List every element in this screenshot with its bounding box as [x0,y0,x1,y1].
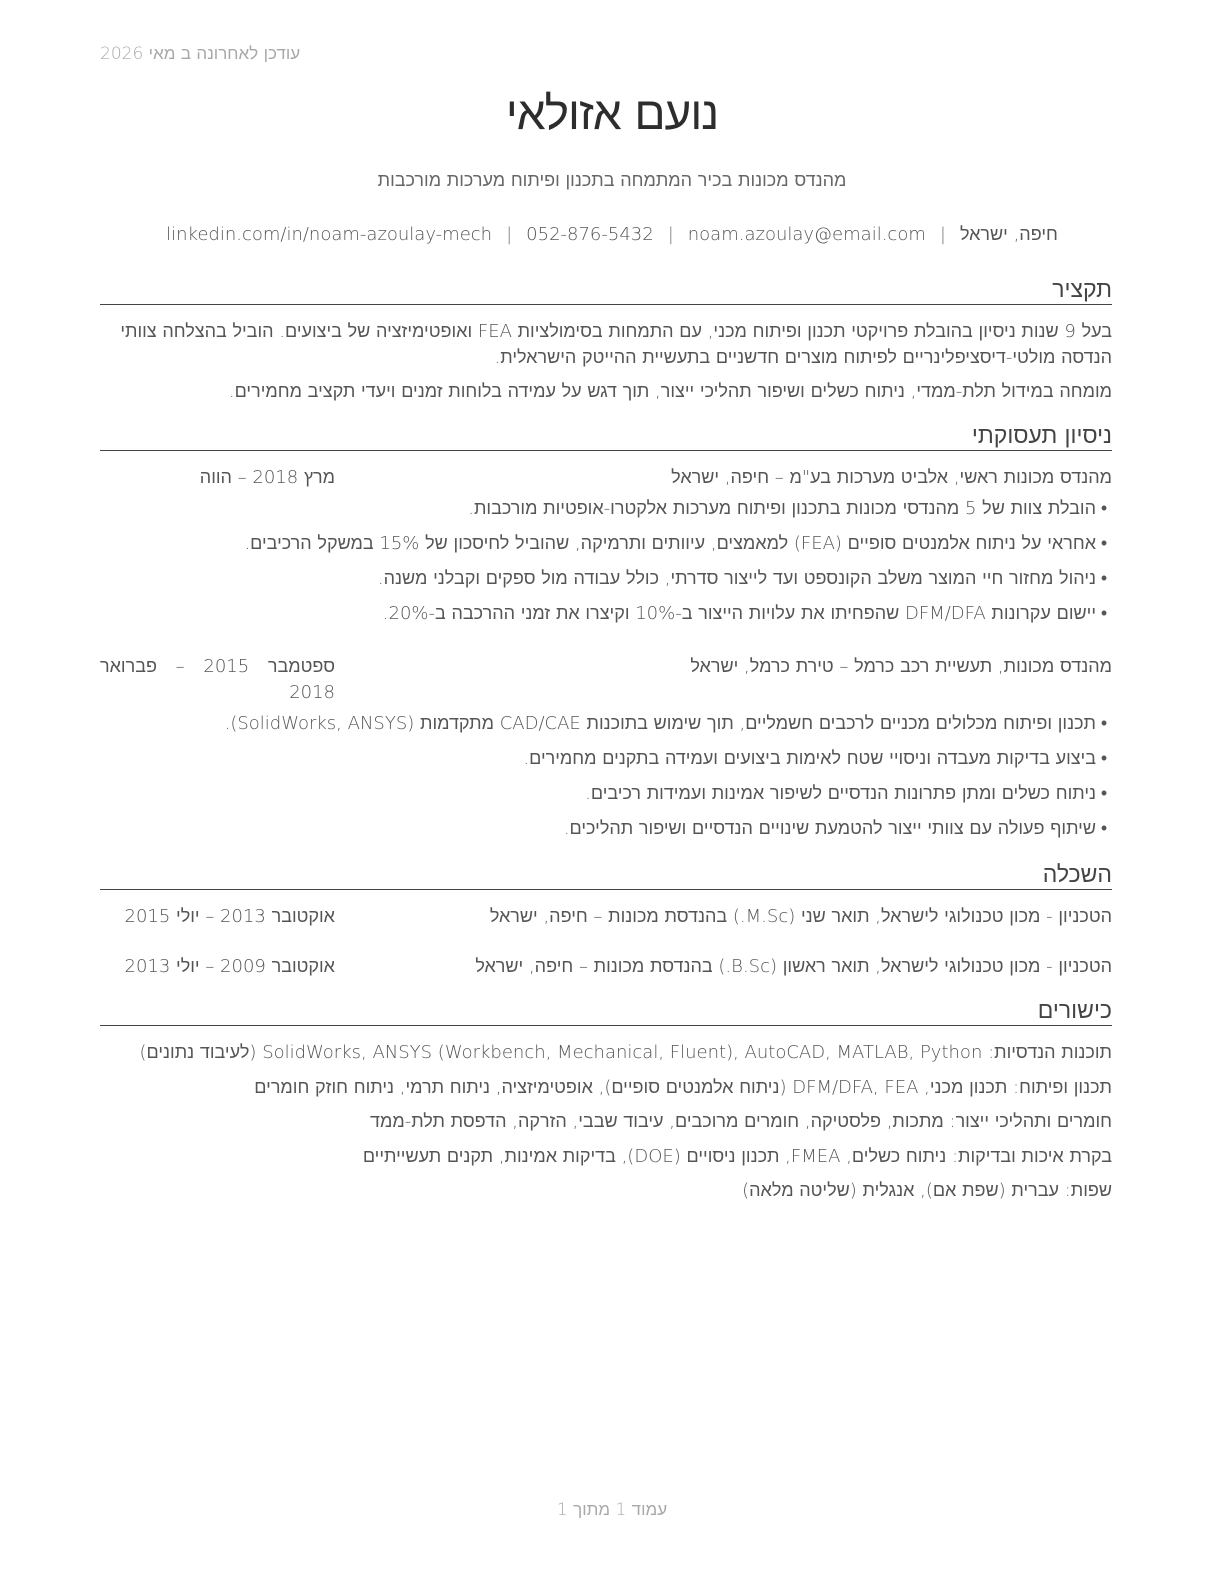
contact-phone[interactable]: 052-876-5432 [526,224,654,245]
bullet-icon: • [1100,603,1108,624]
summary-paragraph: מומחה במידול תלת-ממדי, ניתוח כשלים ושיפור תהליכי ייצור, תוך דגש על עמידה בלוחות זמנים ויעדי תקציב מחמירים. [228,381,1112,402]
skill-line: שפות: עברית (שפת אם), אנגלית (שליטה מלאה) [742,1180,1112,1201]
job-bullet: •ביצוע בדיקות מעבדה וניסויי שטח לאימות ביצועים ועמידה בתקנים מחמירים. [100,746,1112,772]
bullet-icon: • [1100,748,1108,769]
bullet-icon: • [1100,783,1108,804]
bullet-icon: • [1100,713,1108,734]
degree-dates: אוקטובר 2013 – יולי 2015 [124,906,335,927]
section-heading-summary: תקציר [100,276,1112,305]
degree-title: הטכניון - מכון טכנולוגי לישראל, תואר שני (M.Sc.) בהנדסת מכונות – חיפה, ישראל [489,906,1112,927]
degree-title: הטכניון - מכון טכנולוגי לישראל, תואר ראשון (B.Sc.) בהנדסת מכונות – חיפה, ישראל [475,956,1112,977]
contact-location: חיפה, ישראל [959,224,1058,245]
page-number: עמוד 1 מתוך 1 [556,1500,668,1520]
education-item [100,904,1112,930]
last-updated: עודכן לאחרונה ב מאי 2026 [100,44,301,64]
bullet-icon: • [1100,818,1108,839]
job-bullet: •ניתוח כשלים ומתן פתרונות הנדסיים לשיפור אמינות ועמידות רכיבים. [100,781,1112,807]
job-dates: מרץ 2018 – הווה [199,467,335,488]
skill-line: תוכנות הנדסיות: SolidWorks, ANSYS (Workbench, Mechanical, Fluent), AutoCAD, MATLAB, Python (לעיבוד נתונים) [139,1042,1112,1063]
candidate-tagline: מהנדס מכונות בכיר המתמחה בתכנון ופיתוח מערכות מורכבות [377,170,847,191]
contact-line [0,224,1224,245]
job-bullet: •תכנון ופיתוח מכלולים מכניים לרכבים חשמליים, תוך שימוש בתוכנות CAD/CAE מתקדמות (SolidWorks, ANSYS). [100,711,1112,737]
job-bullet: •הובלת צוות של 5 מהנדסי מכונות בתכנון ופיתוח מערכות אלקטרו-אופטיות מורכבות. [100,496,1112,522]
job-dates: ספטמבר 2015 – פברואר 2018 [100,656,335,703]
job-header [100,465,1112,491]
skill-line: תכנון ופיתוח: תכנון מכני, DFM/DFA, FEA (ניתוח אלמנטים סופיים), אופטימיזציה, ניתוח תרמי, ניתוח חוזק חומרים [254,1077,1112,1098]
skill-line: חומרים ותהליכי ייצור: מתכות, פלסטיקה, חומרים מרוכבים, עיבוד שבבי, הזרקה, הדפסת תלת-ממד [370,1111,1112,1132]
education-item [100,954,1112,980]
degree-dates: אוקטובר 2009 – יולי 2013 [124,956,335,977]
job-title: מהנדס מכונות, תעשיית רכב כרמל – טירת כרמל, ישראל [690,656,1112,677]
contact-separator: | [506,224,513,245]
contact-separator: | [667,224,674,245]
job-bullet: •ניהול מחזור חיי המוצר משלב הקונספט ועד לייצור סדרתי, כולל עבודה מול ספקים וקבלני משנה. [100,566,1112,592]
bullet-icon: • [1100,568,1108,589]
job-header [100,654,1112,706]
job-bullet: •שיתוף פעולה עם צוותי ייצור להטמעת שינויים הנדסיים ושיפור תהליכים. [100,816,1112,842]
section-heading-experience: ניסיון תעסוקתי [100,422,1112,451]
contact-email[interactable]: noam.azoulay@email.com [687,224,926,245]
job-title: מהנדס מכונות ראשי, אלביט מערכות בע"מ – חיפה, ישראל [671,467,1112,488]
bullet-icon: • [1100,533,1108,554]
candidate-name: נועם אזולאי [505,86,719,140]
contact-linkedin[interactable]: linkedin.com/in/noam-azoulay-mech [166,224,493,245]
section-heading-education: השכלה [100,861,1112,890]
summary-paragraph: בעל 9 שנות ניסיון בהובלת פרויקטי תכנון ופיתוח מכני, עם התמחות בסימולציות FEA ואופטימיזציה של ביצועים. הוביל בהצלחה צוותי הנדסה מולטי-דיסציפלינריים לפיתוח מוצרים חדשניים בתעשיית ההייטק הישראלית. [120,321,1112,368]
job-bullet: •יישום עקרונות DFM/DFA שהפחיתו את עלויות הייצור ב-10% וקיצרו את זמני ההרכבה ב-20%. [100,601,1112,627]
skill-line: בקרת איכות ובדיקות: ניתוח כשלים, FMEA, תכנון ניסויים (DOE), בדיקות אמינות, תקנים תעשייתיים [362,1146,1112,1167]
contact-separator: | [939,224,946,245]
job-bullet: •אחראי על ניתוח אלמנטים סופיים (FEA) למאמצים, עיוותים ותרמיקה, שהוביל לחיסכון של 15% במשקל הרכיבים. [100,531,1112,557]
bullet-icon: • [1100,498,1108,519]
section-heading-skills: כישורים [100,997,1112,1026]
